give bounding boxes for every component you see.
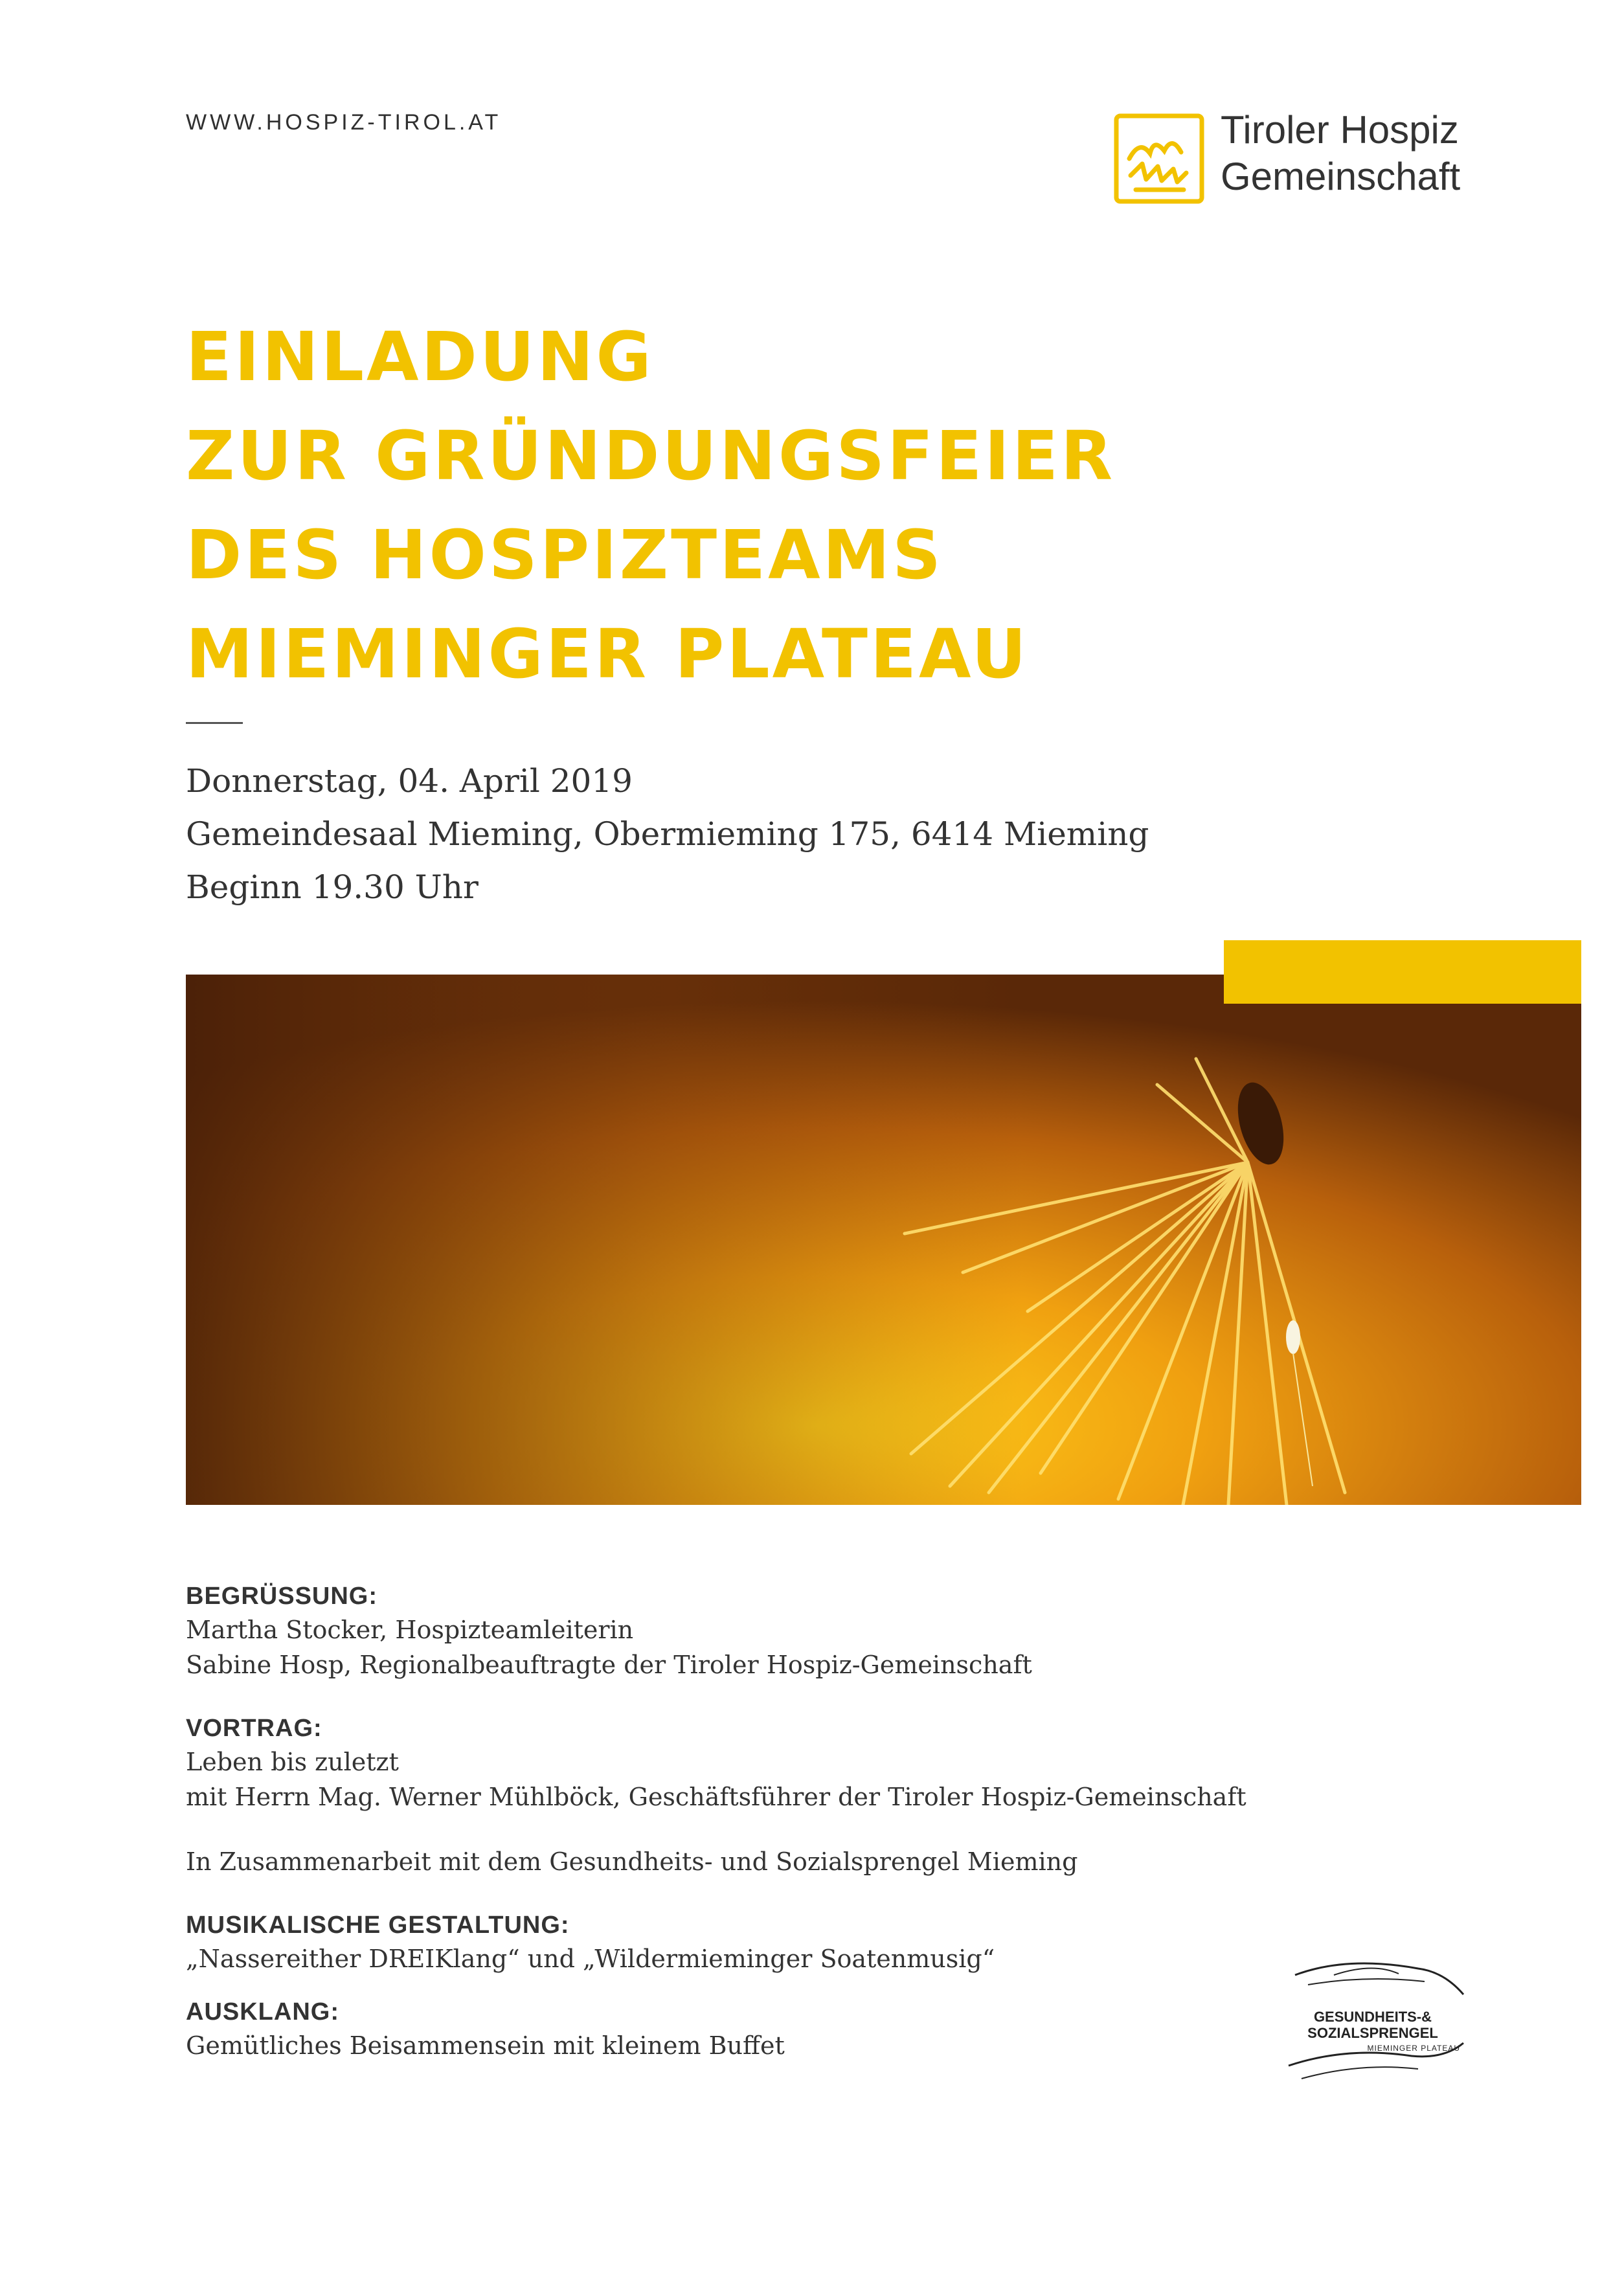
music-heading: MUSIKALISCHE GESTALTUNG:: [186, 1912, 570, 1939]
headline-line-2: ZUR GRÜNDUNGSFEIER: [186, 416, 1116, 495]
greeting-line-2: Sabine Hosp, Regionalbeauftragte der Tiroler Hospiz-Gemeinschaft: [186, 1651, 1032, 1679]
headline-line-4: MIEMINGER PLATEAU: [186, 615, 1029, 694]
logo-line-2: Gemeinschaft: [1221, 155, 1461, 198]
sprengel-line-3: MIEMINGER PLATEAU: [1367, 2044, 1460, 2053]
hospiz-logo: [1114, 107, 1502, 210]
event-time: Beginn 19.30 Uhr: [186, 868, 479, 906]
headline-line-1: EINLADUNG: [186, 317, 654, 396]
divider: [186, 722, 243, 724]
closing-heading: AUSKLANG:: [186, 1998, 339, 2026]
logo-text: [1221, 107, 1460, 200]
event-details: [186, 754, 1149, 914]
music-line: „Nassereither DREIKlang“ und „Wildermieminger Soatenmusig“: [186, 1945, 995, 1973]
hospiz-logo-icon: [1114, 113, 1204, 204]
greeting-heading: BEGRÜSSUNG:: [186, 1583, 378, 1610]
closing-line: Gemütliches Beisammensein mit kleinem Buffet: [186, 2031, 785, 2060]
accent-bar: [1224, 940, 1581, 1004]
talk-line-1: Leben bis zuletzt: [186, 1748, 399, 1776]
talk-line-2: mit Herrn Mag. Werner Mühlböck, Geschäftsführer der Tiroler Hospiz-Gemeinschaft: [186, 1783, 1246, 1811]
program: [186, 1580, 1416, 2063]
event-location: Gemeindesaal Mieming, Obermieming 175, 6414 Mieming: [186, 815, 1149, 853]
sprengel-line-1: GESUNDHEITS-&: [1313, 2009, 1432, 2025]
headline-line-3: DES HOSPIZTEAMS: [186, 515, 944, 594]
dandelion-seed-photo: [186, 975, 1581, 1505]
sprengel-line-2: SOZIALSPRENGEL: [1307, 2025, 1438, 2041]
greeting-line-1: Martha Stocker, Hospizteamleiterin: [186, 1616, 634, 1644]
headline: [186, 308, 1115, 704]
cooperation-note: In Zusammenarbeit mit dem Gesundheits- und Sozialsprengel Mieming: [186, 1847, 1078, 1876]
talk-heading: VORTRAG:: [186, 1715, 322, 1742]
website-url: WWW.HOSPIZ-TIROL.AT: [186, 110, 502, 135]
sprengel-logo: [1269, 1949, 1476, 2092]
event-date: Donnerstag, 04. April 2019: [186, 762, 633, 800]
logo-line-1: Tiroler Hospiz: [1221, 108, 1459, 152]
